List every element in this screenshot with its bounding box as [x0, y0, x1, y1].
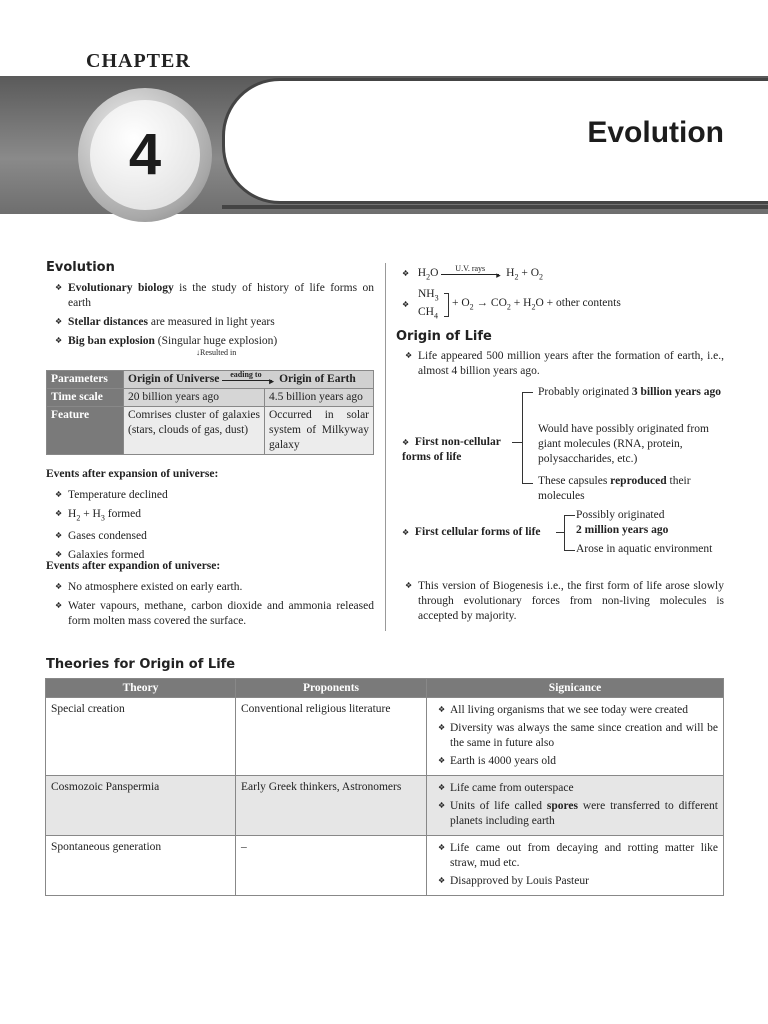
theory-special-creation: Special creation: [46, 698, 236, 776]
bullet-biogenesis: ❖ This version of Biogenesis i.e., the first form of life arose slowly through evolutionary forces from non-living molecules is accepted by majority.: [396, 578, 724, 624]
bullet-big-bang: ❖ Big ban explosion (Singular huge explosion): [46, 333, 374, 349]
events2-heading: Events after expandion of universe:: [46, 560, 221, 572]
evolution-bullets: [46, 280, 374, 349]
resulted-in-label: ↓Resulted in: [196, 348, 237, 357]
proponents-panspermia: Early Greek thinkers, Astronomers: [236, 776, 427, 836]
bullet-evolutionary-biology: ❖ Evolutionary biology is the study of history of life forms on earth: [46, 280, 374, 311]
non-cellular-connector: [512, 442, 522, 443]
cellular-label: ❖ First cellular forms of life: [402, 526, 541, 538]
event-no-atmosphere: ❖ No atmosphere existed on early earth.: [46, 579, 374, 595]
row-label-time-scale: Time scale: [47, 389, 124, 407]
event-water-vapours: ❖ Water vapours, methane, carbon dioxide and ammonia released form molten mass covered the surface.: [46, 598, 374, 629]
cell-universe-time: 20 billion years ago: [124, 389, 265, 407]
header-underline: [222, 205, 768, 209]
bullet-stellar-distances: ❖ Stellar distances are measured in light years: [46, 314, 374, 330]
cellular-point-1: Possibly originated 2 million years ago: [576, 509, 669, 536]
non-cellular-point-1: Probably originated 3 billion years ago: [538, 386, 722, 398]
row-label-feature: Feature: [47, 407, 124, 455]
event-temperature: ❖ Temperature declined: [46, 487, 374, 503]
cellular-connector: [556, 532, 564, 533]
theory-spontaneous: Spontaneous generation: [46, 836, 236, 896]
cellular-point-2: Arose in aquatic environment: [576, 543, 713, 555]
cell-universe-feature: Comrises cluster of galaxies (stars, clouds of gas, dust): [124, 407, 265, 455]
chapter-label: CHAPTER: [86, 50, 191, 72]
events2-list: [46, 579, 374, 629]
list-item: ❖ Life came out from decaying and rotting matter like straw, mud etc.: [432, 840, 718, 871]
non-cellular-brace: [522, 392, 533, 484]
cell-earth-feature: Occurred in solar system of Milkyway galaxy: [265, 407, 374, 455]
column-divider: [385, 263, 386, 631]
event-galaxies: ❖ Galaxies formed: [46, 547, 374, 563]
event-gases: ❖ Gases condensed: [46, 528, 374, 544]
events1-list: [46, 487, 374, 563]
table-header-origins: Origin of Universe eading to ▸ Origin of Earth: [124, 371, 374, 389]
cell-earth-time: 4.5 billion years ago: [265, 389, 374, 407]
significance-panspermia: [427, 776, 724, 836]
table-row: [46, 776, 724, 836]
list-item: ❖ All living organisms that we see today were created: [432, 702, 718, 718]
col-theory: Theory: [46, 679, 236, 698]
bullet-life-appeared: ❖ Life appeared 500 million years after the formation of earth, i.e., almost 4 billion years ago.: [396, 348, 724, 379]
col-proponents: Proponents: [236, 679, 427, 698]
theory-panspermia: Cosmozoic Panspermia: [46, 776, 236, 836]
list-item: ❖ Units of life called spores were transferred to different planets including earth: [432, 798, 718, 829]
event-hydrogen: ❖ $H_2 + H_3$ formed: [46, 506, 374, 525]
non-cellular-point-2: Would have possibly originated from giant molecules (RNA, protein, polysaccharides, etc.): [538, 423, 709, 465]
chapter-title: Evolution: [587, 116, 724, 149]
significance-special-creation: [427, 698, 724, 776]
theories-table: [45, 678, 724, 896]
section-heading-theories: Theories for Origin of Life: [46, 657, 236, 672]
events1-heading: Events after expansion of universe:: [46, 468, 219, 480]
list-item: ❖ Earth is 4000 years old: [432, 753, 718, 769]
list-item: ❖ Disapproved by Louis Pasteur: [432, 873, 718, 889]
origin-bullets: [396, 348, 724, 379]
universe-earth-table: [46, 370, 374, 455]
section-heading-evolution: Evolution: [46, 260, 115, 275]
significance-spontaneous: [427, 836, 724, 896]
non-cellular-point-3: These capsules reproduced their molecules: [538, 475, 691, 502]
table-header-parameters: Parameters: [47, 371, 124, 389]
equation-ammonia-methane: ❖ $NH_3$ $CH_4$ + $O_2 \to CO_2 + H_2O$ + other contents: [402, 288, 621, 321]
table-row: [46, 836, 724, 896]
proponents-special-creation: Conventional religious literature: [236, 698, 427, 776]
cellular-brace: [564, 515, 575, 551]
biogenesis-bullets: [396, 578, 724, 624]
non-cellular-label: ❖ First non-cellular forms of life: [402, 436, 501, 463]
col-significance: Signicance: [427, 679, 724, 698]
section-heading-origin-of-life: Origin of Life: [396, 329, 492, 344]
chapter-number: 4: [128, 122, 162, 187]
list-item: ❖ Life came from outerspace: [432, 780, 718, 796]
equation-water-split: ❖ $H_2O$ U.V. rays ▸ $H_2 + O_2$: [402, 264, 544, 282]
list-item: ❖ Diversity was always the same since creation and will be the same in future also: [432, 720, 718, 751]
proponents-spontaneous: –: [236, 836, 427, 896]
table-row: [46, 698, 724, 776]
